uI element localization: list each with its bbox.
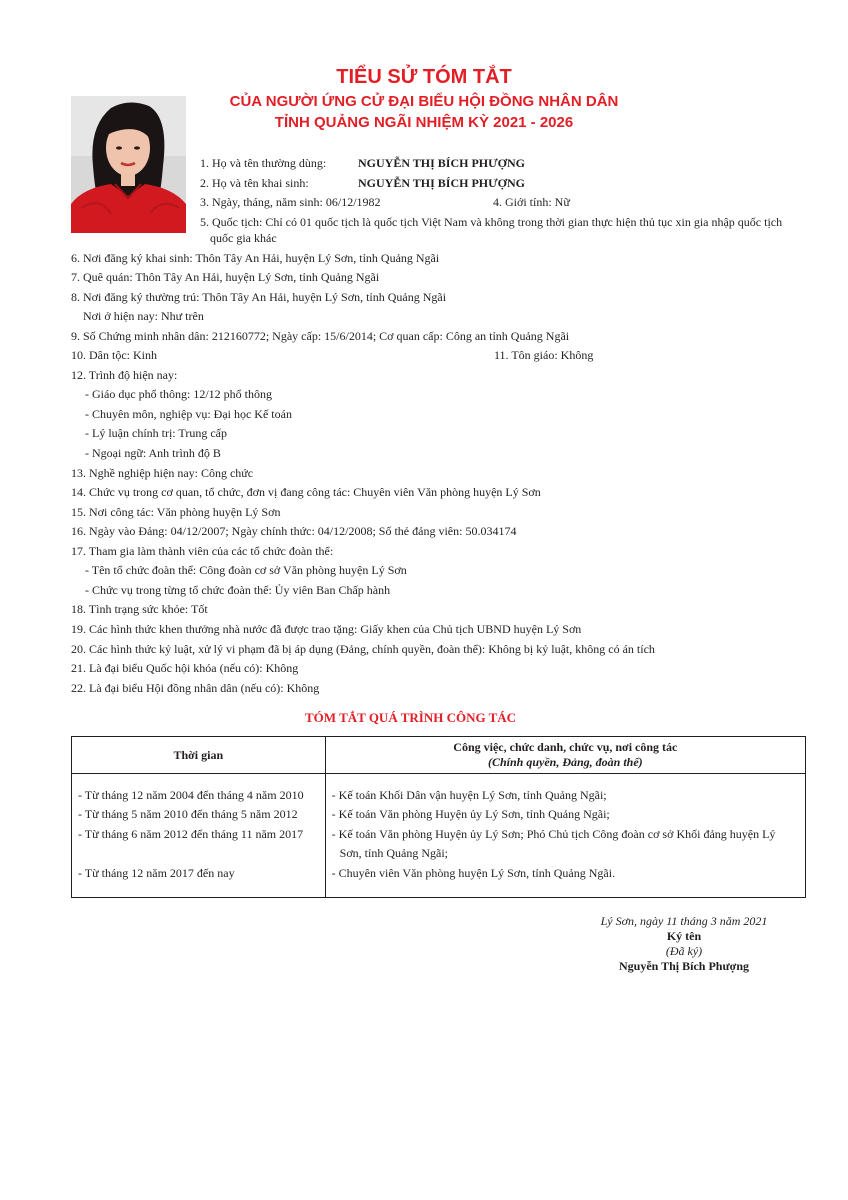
full-name-common: NGUYỄN THỊ BÍCH PHƯỢNG xyxy=(358,156,526,170)
position-cell xyxy=(325,774,805,898)
time-cell xyxy=(72,774,326,898)
portrait-photo-icon xyxy=(71,96,186,233)
time-entry-4: - Từ tháng 12 năm 2017 đến nay xyxy=(78,866,235,880)
info-label-1: 1. Họ và tên thường dùng: xyxy=(200,156,327,170)
signed-note: (Đã ký) xyxy=(665,944,703,958)
info-line-2 xyxy=(200,176,526,191)
info-line-12d: - Ngoại ngữ: Anh trình độ B xyxy=(85,446,221,460)
position-header-line-2: (Chính quyền, Đảng, đoàn thể) xyxy=(487,755,643,769)
info-line-8b: Nơi ở hiện nay: Như trên xyxy=(83,309,204,323)
info-line-15: 15. Nơi công tác: Văn phòng huyện Lý Sơn xyxy=(71,505,281,519)
info-line-12: 12. Trình độ hiện nay: xyxy=(71,368,178,382)
candidate-photo xyxy=(71,96,186,233)
info-line-12a: - Giáo dục phổ thông: 12/12 phổ thông xyxy=(85,387,272,401)
time-column-header: Thời gian xyxy=(72,737,326,774)
position-column-header xyxy=(325,737,805,774)
info-line-11: 11. Tôn giáo: Không xyxy=(494,348,594,362)
info-line-17b: - Chức vụ trong từng tổ chức đoàn thể: Ủy viên Ban Chấp hành xyxy=(85,583,391,597)
time-entry-1: - Từ tháng 12 năm 2004 đến tháng 4 năm 2010 xyxy=(78,788,304,802)
work-history-title: TÓM TẮT QUÁ TRÌNH CÔNG TÁC xyxy=(305,710,517,725)
full-name-birth: NGUYỄN THỊ BÍCH PHƯỢNG xyxy=(358,176,526,190)
position-header-line-1: Công việc, chức danh, chức vụ, nơi công tác xyxy=(453,740,678,754)
table-header-row xyxy=(72,737,806,774)
info-line-18: 18. Tình trạng sức khỏe: Tốt xyxy=(71,602,208,616)
info-line-16: 16. Ngày vào Đảng: 04/12/2007; Ngày chính thức: 04/12/2008; Số thẻ đảng viên: 50.034174 xyxy=(71,524,517,538)
position-entry-3-cont: Sơn, tỉnh Quảng Ngãi; xyxy=(339,846,448,860)
date-of-birth: 3. Ngày, tháng, năm sinh: 06/12/1982 xyxy=(200,195,381,209)
info-line-6: 6. Nơi đăng ký khai sinh: Thôn Tây An Hải, huyện Lý Sơn, tỉnh Quảng Ngãi xyxy=(71,251,440,265)
info-line-8: 8. Nơi đăng ký thường trú: Thôn Tây An Hải, huyện Lý Sơn, tỉnh Quảng Ngãi xyxy=(71,290,447,304)
info-line-5: 5. Quốc tịch: Chỉ có 01 quốc tịch là quốc tịch Việt Nam và không trong thời gian thực hiện thủ tục xin gia nhập quốc tịch xyxy=(200,215,783,229)
info-line-9: 9. Số Chứng minh nhân dân: 212160772; Ngày cấp: 15/6/2014; Cơ quan cấp: Công an tỉnh Quảng Ngãi xyxy=(71,329,570,343)
info-line-5-cont: quốc gia khác xyxy=(210,231,277,245)
info-line-10: 10. Dân tộc: Kinh xyxy=(71,348,157,362)
info-line-22: 22. Là đại biểu Hội đồng nhân dân (nếu có): Không xyxy=(71,681,320,695)
document-subtitle-2: TỈNH QUẢNG NGÃI NHIỆM KỲ 2021 - 2026 xyxy=(274,114,574,131)
place-date: Lý Sơn, ngày 11 tháng 3 năm 2021 xyxy=(600,914,768,928)
document-title: TIỂU SỬ TÓM TẮT xyxy=(336,66,512,88)
info-label-2: 2. Họ và tên khai sinh: xyxy=(200,176,309,190)
position-entry-3: - Kế toán Văn phòng Huyện ủy Lý Sơn; Phó Chủ tịch Công đoàn cơ sở Khối đảng huyện Lý xyxy=(331,827,776,841)
info-line-12c: - Lý luận chính trị: Trung cấp xyxy=(85,426,227,440)
position-entry-1: - Kế toán Khối Dân vận huyện Lý Sơn, tỉnh Quảng Ngãi; xyxy=(331,788,607,802)
time-entry-3: - Từ tháng 6 năm 2012 đến tháng 11 năm 2017 xyxy=(78,827,304,841)
table-row xyxy=(72,774,806,898)
time-entry-2: - Từ tháng 5 năm 2010 đến tháng 5 năm 2012 xyxy=(78,807,298,821)
info-line-7: 7. Quê quán: Thôn Tây An Hải, huyện Lý Sơn, tỉnh Quảng Ngãi xyxy=(71,270,380,284)
info-line-14: 14. Chức vụ trong cơ quan, tổ chức, đơn vị đang công tác: Chuyên viên Văn phòng huyện Lý Sơn xyxy=(71,485,541,499)
info-line-17: 17. Tham gia làm thành viên của các tổ chức đoàn thể: xyxy=(71,544,334,558)
position-entry-4: - Chuyên viên Văn phòng huyện Lý Sơn, tỉnh Quảng Ngãi. xyxy=(331,866,616,880)
work-history-table xyxy=(71,736,806,898)
info-line-19: 19. Các hình thức khen thưởng nhà nước đã được trao tặng: Giấy khen của Chủ tịch UBND huyện Lý Sơn xyxy=(71,622,582,636)
document-subtitle-1: CỦA NGƯỜI ỨNG CỬ ĐẠI BIỂU HỘI ĐỒNG NHÂN DÂN xyxy=(229,93,619,110)
info-line-13: 13. Nghề nghiệp hiện nay: Công chức xyxy=(71,466,254,480)
sign-label: Ký tên xyxy=(666,929,702,943)
info-line-1 xyxy=(200,156,526,171)
info-line-20: 20. Các hình thức kỷ luật, xử lý vi phạm đã bị áp dụng (Đảng, chính quyền, đoàn thể): Không bị kỷ luật, không có án tích xyxy=(71,642,655,656)
gender: 4. Giới tính: Nữ xyxy=(493,195,570,209)
info-line-17a: - Tên tổ chức đoàn thể: Công đoàn cơ sở Văn phòng huyện Lý Sơn xyxy=(85,563,407,577)
info-line-12b: - Chuyên môn, nghiệp vụ: Đại học Kế toán xyxy=(85,407,292,421)
info-line-21: 21. Là đại biểu Quốc hội khóa (nếu có): Không xyxy=(71,661,299,675)
position-entry-2: - Kế toán Văn phòng Huyện ủy Lý Sơn, tỉnh Quảng Ngãi; xyxy=(331,807,610,821)
info-line-3 xyxy=(200,195,570,210)
signer-name: Nguyễn Thị Bích Phượng xyxy=(619,959,749,973)
